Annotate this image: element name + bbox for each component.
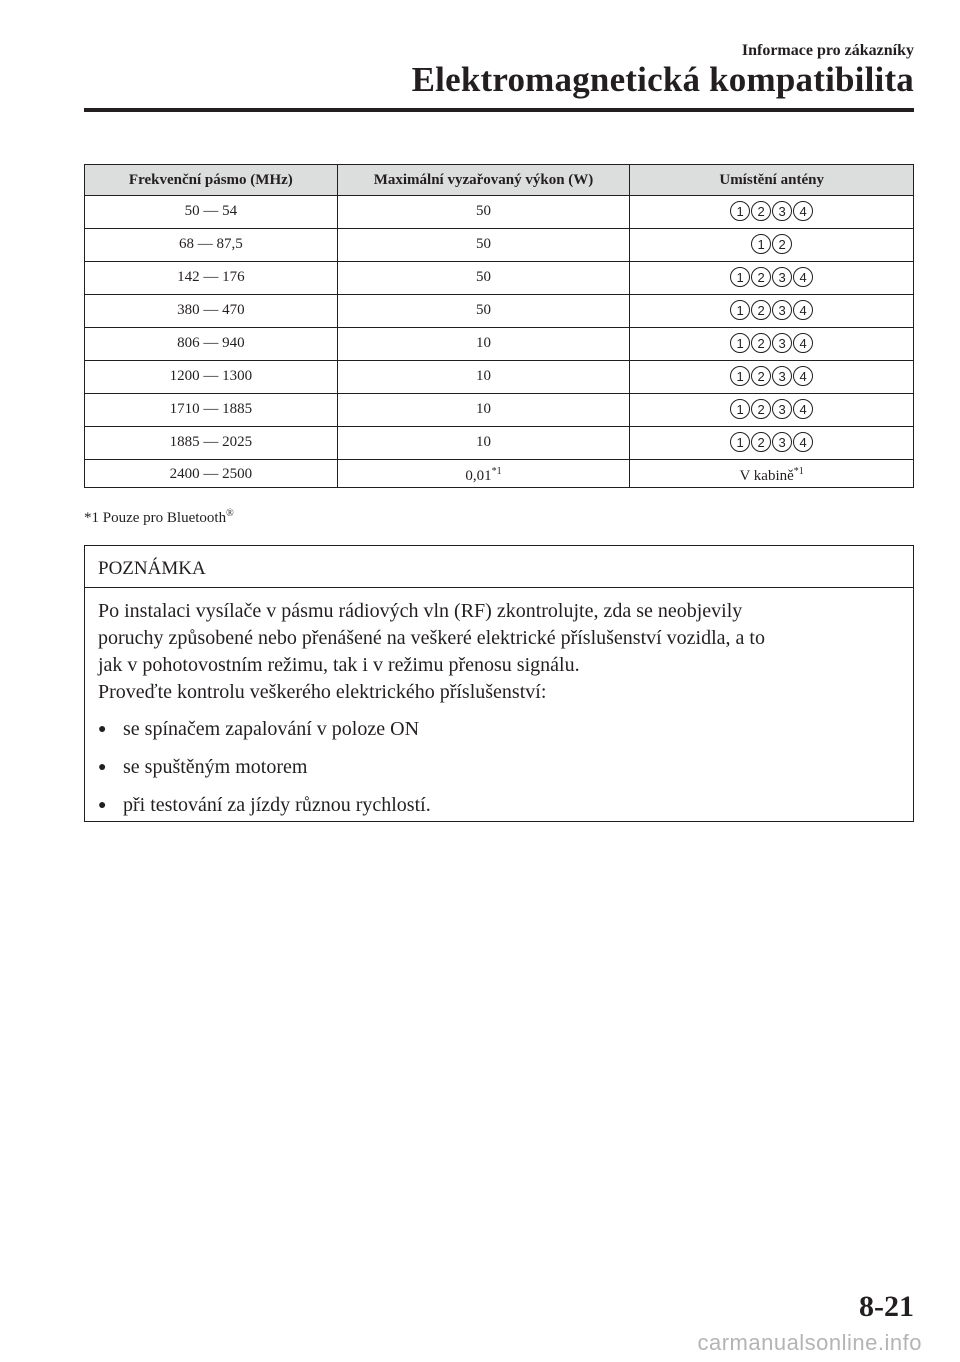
cell-antenna-location bbox=[630, 328, 914, 361]
antenna-position-2-icon: 2 bbox=[751, 366, 771, 386]
antenna-position-icons bbox=[730, 333, 813, 353]
table-row bbox=[85, 427, 914, 460]
page-number: 8-21 bbox=[859, 1290, 914, 1323]
list-item bbox=[98, 716, 913, 743]
antenna-position-icons bbox=[730, 300, 813, 320]
cell-max-power: 50 bbox=[337, 295, 630, 328]
antenna-position-3-icon: 3 bbox=[772, 366, 792, 386]
list-item-text: při testování za jízdy různou rychlostí. bbox=[123, 794, 431, 816]
cell-frequency-band: 50 — 54 bbox=[85, 196, 338, 229]
cell-frequency-band: 1200 — 1300 bbox=[85, 361, 338, 394]
note-box bbox=[84, 545, 914, 822]
antenna-position-2-icon: 2 bbox=[751, 333, 771, 353]
registered-mark: ® bbox=[226, 508, 234, 519]
cell-antenna-location bbox=[630, 460, 914, 488]
table-row bbox=[85, 361, 914, 394]
footnote-text: *1 Pouze pro Bluetooth bbox=[84, 510, 227, 526]
antenna-position-icons bbox=[730, 366, 813, 386]
location-value: V kabině bbox=[739, 468, 794, 484]
cell-max-power: 50 bbox=[337, 196, 630, 229]
list-item bbox=[98, 792, 913, 819]
cell-max-power bbox=[337, 460, 630, 488]
antenna-position-icons bbox=[730, 432, 813, 452]
cell-frequency-band: 380 — 470 bbox=[85, 295, 338, 328]
footnote-marker: *1 bbox=[491, 466, 502, 477]
cell-antenna-location bbox=[630, 295, 914, 328]
footnote bbox=[84, 508, 234, 527]
list-item bbox=[98, 754, 913, 781]
cell-frequency-band: 2400 — 2500 bbox=[85, 460, 338, 488]
cell-frequency-band: 1885 — 2025 bbox=[85, 427, 338, 460]
note-line: Po instalaci vysílače v pásmu rádiových vln (RF) zkontrolujte, zda se neobjevily bbox=[98, 600, 743, 622]
antenna-position-2-icon: 2 bbox=[751, 432, 771, 452]
note-line: Proveďte kontrolu veškerého elektrického příslušenství: bbox=[98, 681, 547, 703]
cell-antenna-location bbox=[630, 361, 914, 394]
cell-antenna-location bbox=[630, 394, 914, 427]
antenna-position-3-icon: 3 bbox=[772, 267, 792, 287]
cell-max-power: 10 bbox=[337, 328, 630, 361]
antenna-position-1-icon: 1 bbox=[730, 333, 750, 353]
table-row bbox=[85, 295, 914, 328]
antenna-position-4-icon: 4 bbox=[793, 201, 813, 221]
cell-max-power: 10 bbox=[337, 427, 630, 460]
cell-max-power: 10 bbox=[337, 361, 630, 394]
bullet-icon: ● bbox=[98, 722, 107, 737]
antenna-position-2-icon: 2 bbox=[751, 399, 771, 419]
antenna-position-3-icon: 3 bbox=[772, 399, 792, 419]
antenna-position-1-icon: 1 bbox=[730, 432, 750, 452]
bullet-icon: ● bbox=[98, 760, 107, 775]
antenna-position-3-icon: 3 bbox=[772, 333, 792, 353]
antenna-position-1-icon: 1 bbox=[730, 267, 750, 287]
cell-antenna-location bbox=[630, 196, 914, 229]
note-title: POZNÁMKA bbox=[85, 546, 913, 588]
section-label: Informace pro zákazníky bbox=[741, 42, 914, 59]
cell-max-power: 50 bbox=[337, 229, 630, 262]
antenna-position-4-icon: 4 bbox=[793, 300, 813, 320]
antenna-position-1-icon: 1 bbox=[730, 399, 750, 419]
list-item-text: se spuštěným motorem bbox=[123, 756, 308, 778]
note-line: jak v pohotovostním režimu, tak i v režimu přenosu signálu. bbox=[98, 654, 580, 676]
footnote-marker: *1 bbox=[793, 466, 804, 477]
antenna-position-icons bbox=[730, 201, 813, 221]
antenna-position-2-icon: 2 bbox=[751, 300, 771, 320]
note-bullet-list bbox=[98, 716, 913, 819]
table-header-row bbox=[85, 165, 914, 196]
antenna-position-1-icon: 1 bbox=[730, 300, 750, 320]
header-frequency-band: Frekvenční pásmo (MHz) bbox=[85, 165, 338, 196]
antenna-position-2-icon: 2 bbox=[751, 267, 771, 287]
header-max-power: Maximální vyzařovaný výkon (W) bbox=[337, 165, 630, 196]
antenna-position-icons bbox=[730, 399, 813, 419]
power-value: 0,01 bbox=[465, 468, 492, 484]
antenna-position-4-icon: 4 bbox=[793, 333, 813, 353]
antenna-position-4-icon: 4 bbox=[793, 267, 813, 287]
cell-frequency-band: 806 — 940 bbox=[85, 328, 338, 361]
header-rule bbox=[84, 108, 914, 112]
antenna-position-1-icon: 1 bbox=[730, 366, 750, 386]
table-body bbox=[85, 196, 914, 488]
antenna-position-3-icon: 3 bbox=[772, 201, 792, 221]
cell-max-power: 50 bbox=[337, 262, 630, 295]
bullet-icon: ● bbox=[98, 798, 107, 813]
antenna-position-icons bbox=[730, 267, 813, 287]
cell-frequency-band: 142 — 176 bbox=[85, 262, 338, 295]
antenna-position-4-icon: 4 bbox=[793, 366, 813, 386]
table-row bbox=[85, 394, 914, 427]
list-item-text: se spínačem zapalování v poloze ON bbox=[123, 718, 420, 740]
cell-antenna-location bbox=[630, 427, 914, 460]
note-body bbox=[85, 588, 913, 819]
cell-frequency-band: 68 — 87,5 bbox=[85, 229, 338, 262]
cell-frequency-band: 1710 — 1885 bbox=[85, 394, 338, 427]
cell-antenna-location bbox=[630, 262, 914, 295]
table-row bbox=[85, 229, 914, 262]
antenna-position-2-icon: 2 bbox=[751, 201, 771, 221]
cell-antenna-location bbox=[630, 229, 914, 262]
cell-max-power: 10 bbox=[337, 394, 630, 427]
antenna-position-3-icon: 3 bbox=[772, 432, 792, 452]
table-row bbox=[85, 262, 914, 295]
table-row bbox=[85, 328, 914, 361]
antenna-position-2-icon: 2 bbox=[772, 234, 792, 254]
antenna-position-3-icon: 3 bbox=[772, 300, 792, 320]
antenna-position-4-icon: 4 bbox=[793, 432, 813, 452]
frequency-table bbox=[84, 164, 914, 488]
antenna-position-1-icon: 1 bbox=[751, 234, 771, 254]
antenna-position-icons bbox=[751, 234, 792, 254]
antenna-position-1-icon: 1 bbox=[730, 201, 750, 221]
table-row bbox=[85, 196, 914, 229]
antenna-position-4-icon: 4 bbox=[793, 399, 813, 419]
watermark: carmanualsonline.info bbox=[697, 1330, 922, 1355]
table-row bbox=[85, 460, 914, 488]
note-line: poruchy způsobené nebo přenášené na veškeré elektrické příslušenství vozidla, a to bbox=[98, 627, 765, 649]
page-title: Elektromagnetická kompatibilita bbox=[411, 60, 914, 99]
header-antenna-location: Umístění antény bbox=[630, 165, 914, 196]
